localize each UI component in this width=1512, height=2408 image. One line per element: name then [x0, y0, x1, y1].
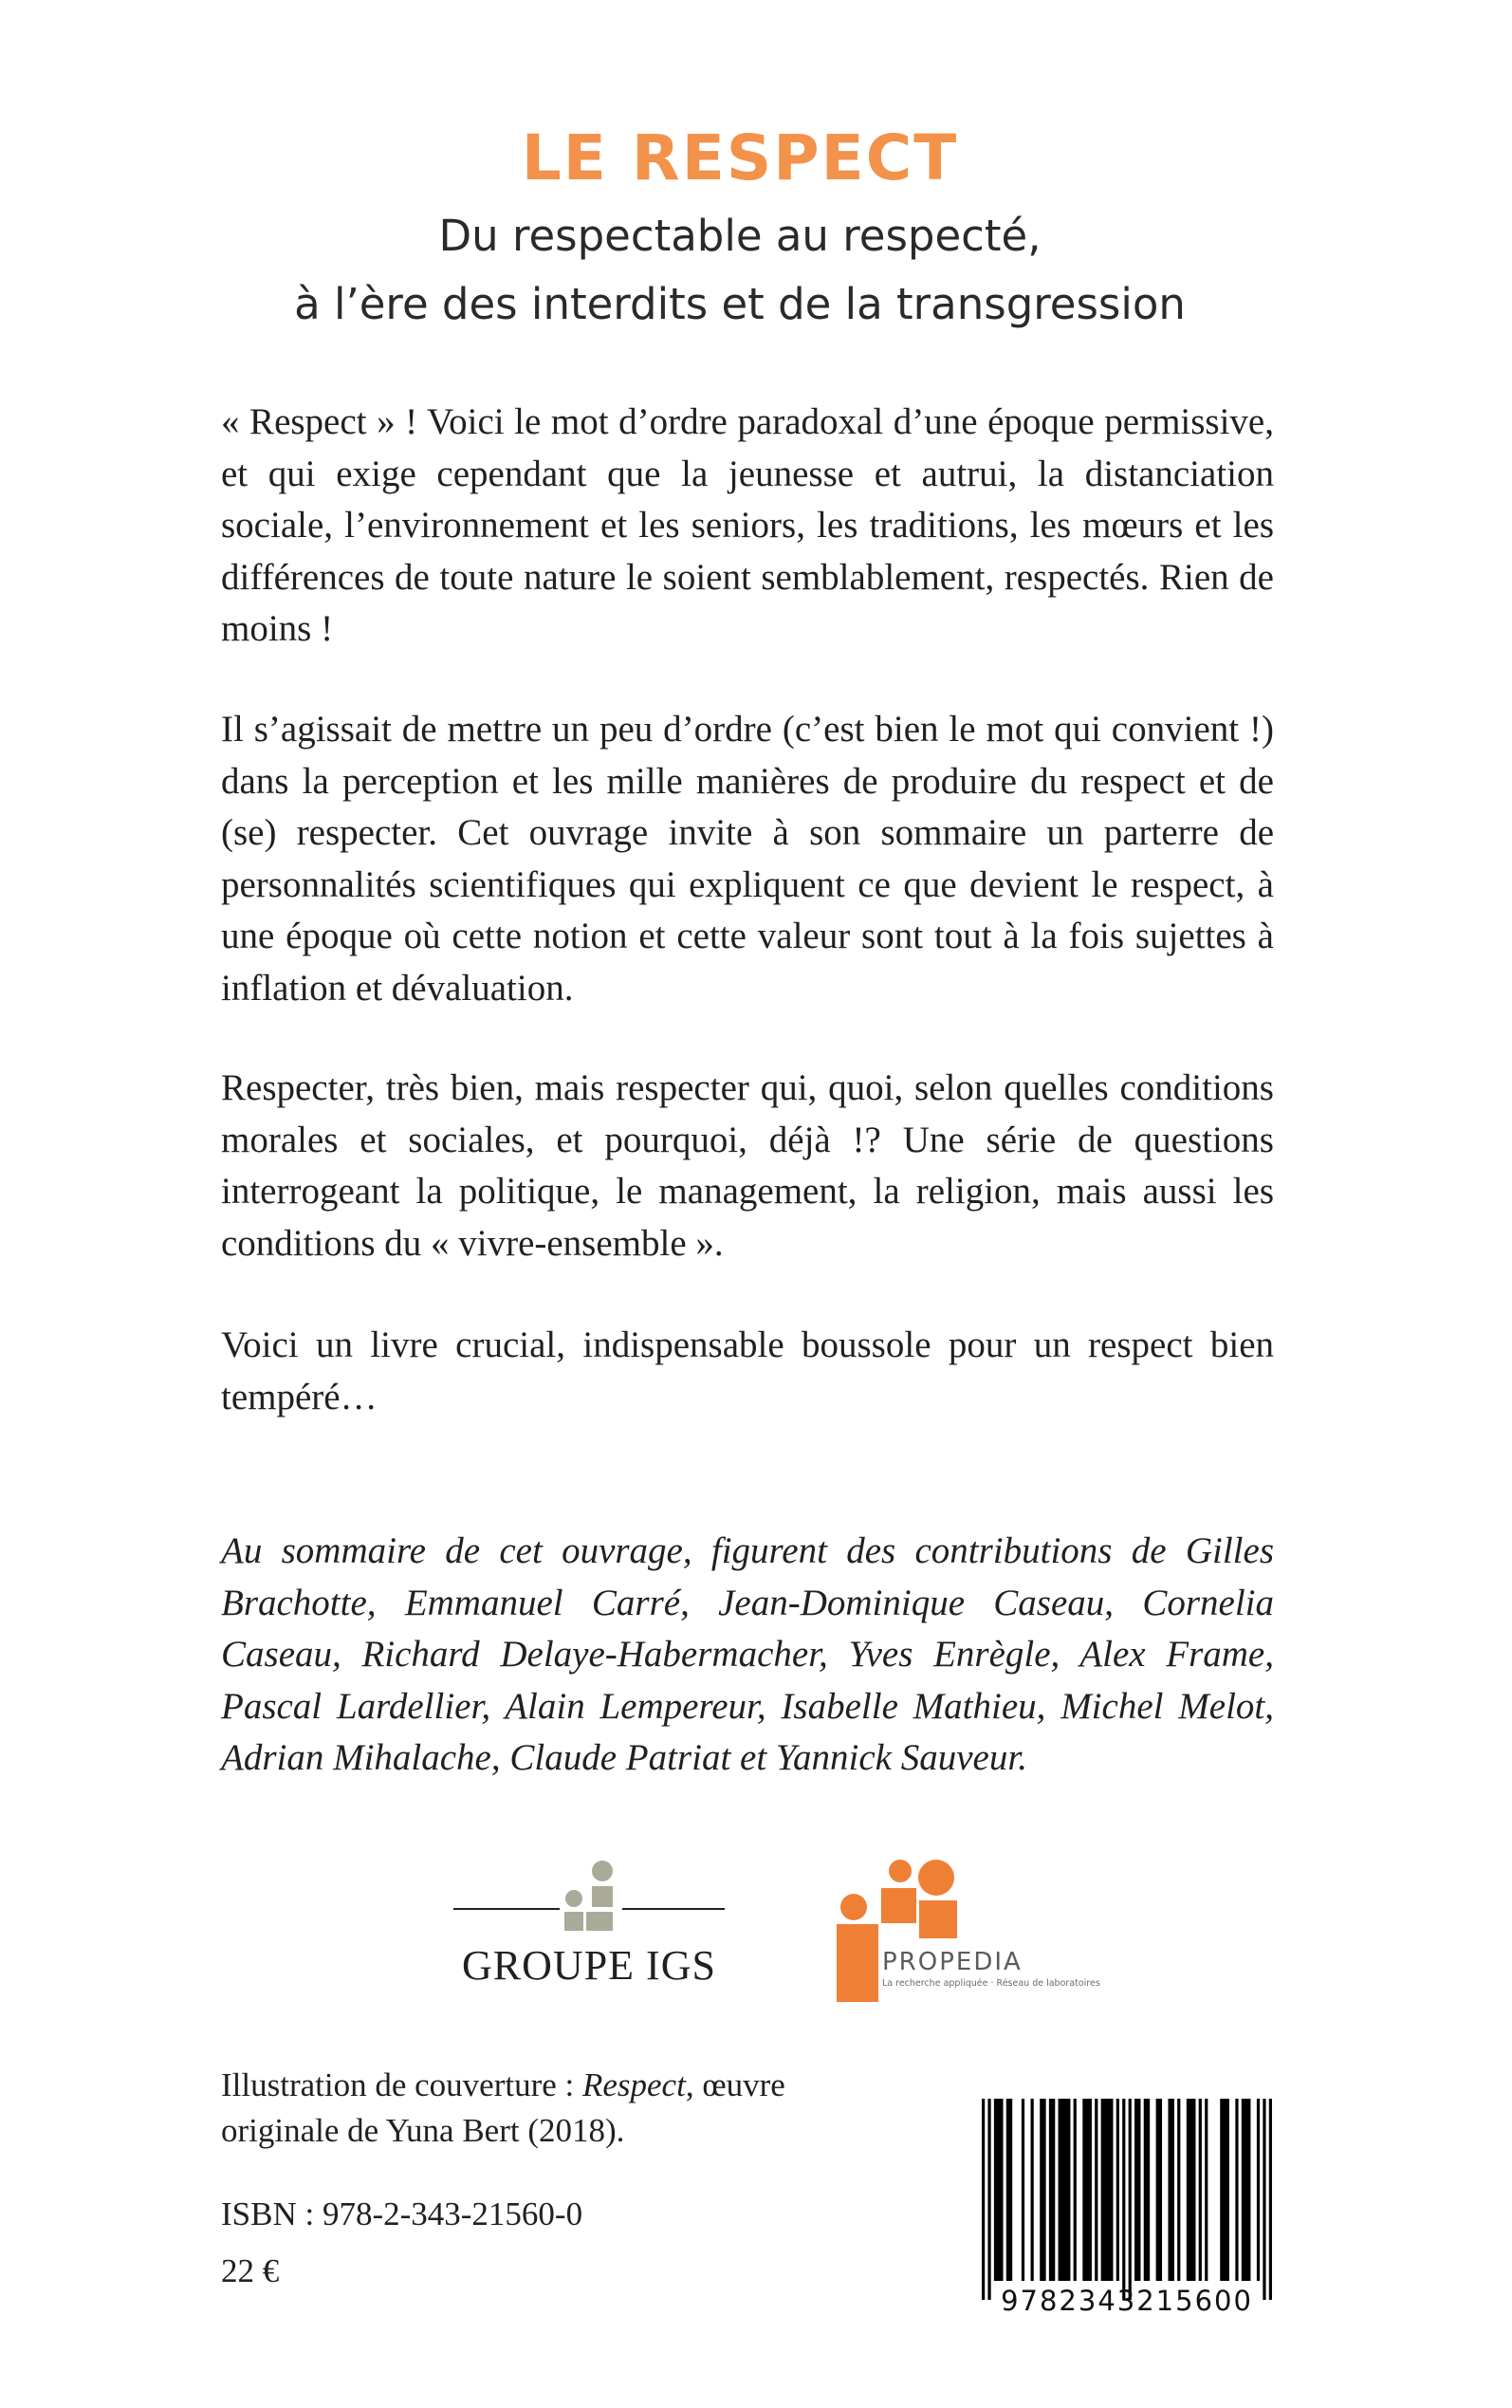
blurb-paragraph-3: Respecter, très bien, mais respecter qui, quoi, selon quelles conditions morales et sociales, et pourquoi, déjà !? Une série de questions interrogeant la politique, le management, la religion, mais aussi les conditions du « vivre-ensemble ».: [221, 1067, 1274, 1264]
barcode-bar: [1040, 2099, 1045, 2281]
barcode-bar: [1269, 2099, 1272, 2300]
barcode-bar: [1205, 2099, 1208, 2281]
isbn: ISBN : 978-2-343-21560-0: [221, 2195, 583, 2232]
contributors-list: Au sommaire de cet ouvrage, figurent des contributions de Gilles Brachotte, Emmanuel Carré, Jean-Dominique Caseau, Cornelia Caseau, Richard Delaye-Habermacher, Yves Enrègle, Alex Frame, Pascal Lardellier, Alain Lempereur, Isabelle Mathieu, Michel Melot, Adrian Mihalache, Claude Patriat et Yannick Sauveur.: [221, 1530, 1274, 1778]
barcode-bar: [1235, 2099, 1238, 2281]
isbn-barcode: [982, 2099, 1272, 2307]
illustration-credit-line2: originale de Yuna Bert (2018).: [221, 2112, 625, 2149]
barcode-bar: [1129, 2099, 1132, 2300]
barcode-bar: [982, 2099, 985, 2300]
price: 22 €: [221, 2252, 280, 2289]
barcode-bar: [1122, 2099, 1125, 2300]
groupe-igs-logo: [453, 1858, 725, 1991]
book-title: LE RESPECT: [521, 121, 959, 194]
barcode-bar: [987, 2099, 990, 2300]
barcode-bar: [1199, 2099, 1202, 2281]
barcode-bar: [1263, 2099, 1265, 2300]
propedia-logo-text: PROPEDIA: [882, 1948, 1023, 1976]
igs-logo-squares-icon: [453, 1858, 725, 1943]
barcode-bar: [1116, 2099, 1119, 2281]
barcode-bar: [1074, 2099, 1077, 2281]
barcode-bar: [1101, 2099, 1114, 2281]
book-subtitle-line2: à l’ère des interdits et de la transgression: [294, 279, 1186, 329]
igs-logo-text: GROUPE IGS: [462, 1942, 716, 1989]
barcode-bar: [1220, 2099, 1229, 2281]
blurb-paragraph-1: « Respect » ! Voici le mot d’ordre paradoxal d’une époque permissive, et qui exige cependant que la jeunesse et autrui, la distanciation sociale, l’environnement et les seniors, les traditions, les mœurs et les différences de toute nature le soient semblablement, respectés. Rien de moins !: [221, 401, 1274, 649]
propedia-logo-tagline: La recherche appliquée · Réseau de laboratoires: [882, 1978, 1100, 1989]
barcode-bar: [1006, 2099, 1012, 2281]
blurb-paragraph-4: Voici un livre crucial, indispensable boussole pour un respect bien tempéré…: [221, 1324, 1274, 1417]
book-subtitle-line1: Du respectable au respecté,: [438, 211, 1042, 261]
barcode-bar: [1095, 2099, 1097, 2281]
barcode-bar: [1031, 2099, 1034, 2281]
barcode-bar: [1049, 2099, 1055, 2281]
barcode-bar: [1257, 2099, 1260, 2281]
propedia-logo: [835, 1860, 1100, 2002]
illustration-credit-prefix: Illustration de couverture :: [221, 2066, 582, 2103]
barcode-bar: [1059, 2099, 1071, 2281]
barcode-bar: [994, 2099, 1004, 2281]
barcode-bar: [1144, 2099, 1150, 2281]
barcode-bar: [1082, 2099, 1092, 2281]
barcode-bar: [1187, 2099, 1196, 2281]
barcode-bar: [1168, 2099, 1173, 2281]
illustration-credit-suffix: , œuvre: [685, 2066, 785, 2103]
barcode-bar: [1156, 2099, 1162, 2281]
cover-illustration-credit: [221, 2063, 785, 2154]
barcode-bar: [1022, 2099, 1024, 2281]
illustration-work-title: Respect: [581, 2066, 686, 2103]
barcode-bar: [1134, 2099, 1140, 2281]
barcode-number: 9782343215600: [1001, 2285, 1253, 2317]
barcode-bar: [1177, 2099, 1180, 2281]
barcode-bar: [1242, 2099, 1251, 2281]
blurb-paragraph-2: Il s’agissait de mettre un peu d’ordre (c’est bien le mot qui convient !) dans la perception et les mille manières de produire du respect et de (se) respecter. Cet ouvrage invite à son sommaire un parterre de personnalités scientifiques qui expliquent ce que devient le respect, à une époque où cette notion et cette valeur sont tout à la fois sujettes à inflation et dévaluation.: [221, 709, 1274, 1009]
